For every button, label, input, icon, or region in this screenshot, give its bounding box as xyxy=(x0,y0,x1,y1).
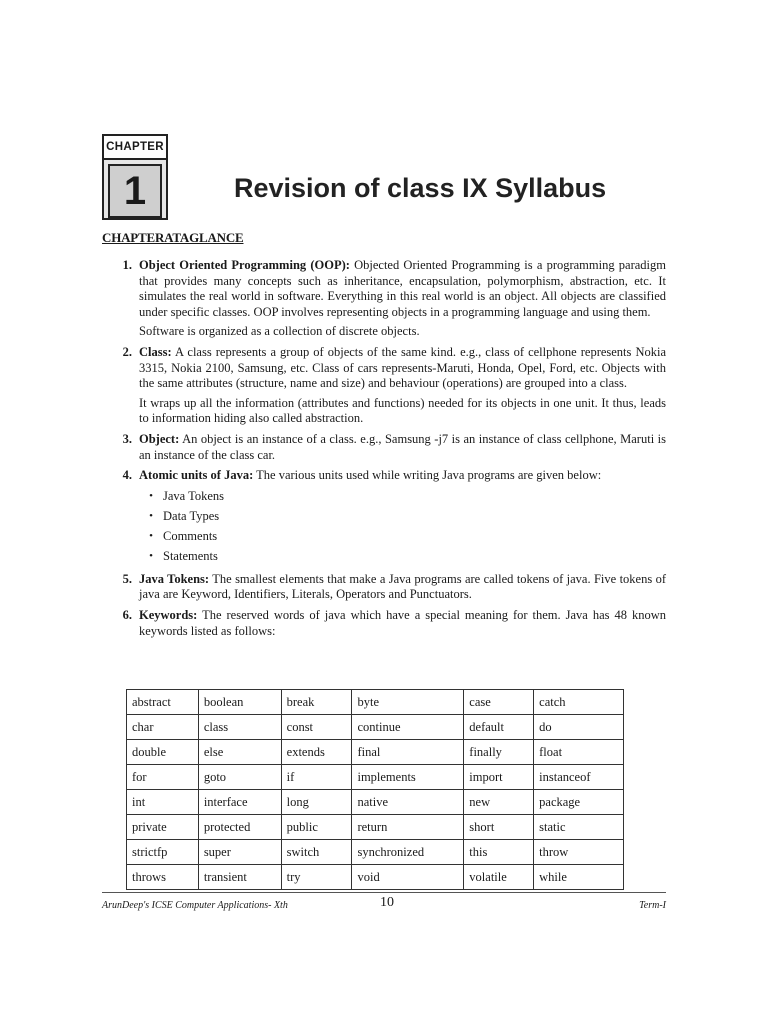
keyword-cell: for xyxy=(127,765,199,790)
table-row xyxy=(127,740,624,765)
item-extra: Software is organized as a collection of discrete objects. xyxy=(139,324,420,339)
keyword-cell: private xyxy=(127,815,199,840)
item-extra: It wraps up all the information (attributes and functions) needed for its objects in one unit. It thus, leads to information hiding also called abstraction. xyxy=(139,395,666,426)
keyword-cell: instanceof xyxy=(534,765,624,790)
table-row xyxy=(127,815,624,840)
bullet-item xyxy=(139,507,666,527)
keyword-cell: short xyxy=(464,815,534,840)
list-item xyxy=(104,258,666,340)
keyword-cell: volatile xyxy=(464,865,534,890)
keyword-cell: int xyxy=(127,790,199,815)
keyword-cell: void xyxy=(352,865,464,890)
list-item xyxy=(104,345,666,427)
bullet-list xyxy=(139,487,666,567)
bullet-text: Statements xyxy=(163,548,218,563)
item-term: Keywords: xyxy=(139,607,198,622)
bullet-text: Comments xyxy=(163,528,218,543)
item-text: Objected Oriented Programming is a programming paradigm that provides many concepts such as inheritance, encapsulation, polymorphism, abstraction, etc. It simulates the real world in software. Everything in this real world is an object. All objects are classified under specific classes. OOP involves representing objects in a programming language and using them. xyxy=(139,258,667,319)
item-body xyxy=(139,572,666,603)
keyword-cell: while xyxy=(534,865,624,890)
bullet-text: Java Tokens xyxy=(163,488,225,503)
keyword-cell: double xyxy=(127,740,199,765)
keyword-cell: import xyxy=(464,765,534,790)
item-number: 2. xyxy=(122,344,132,359)
keyword-cell: extends xyxy=(281,740,352,765)
keyword-cell: continue xyxy=(352,715,464,740)
list-item xyxy=(104,572,666,603)
keyword-cell: class xyxy=(198,715,281,740)
table-row xyxy=(127,840,624,865)
table-row xyxy=(127,715,624,740)
table-row xyxy=(127,865,624,890)
item-number: 5. xyxy=(122,571,132,586)
keyword-cell: strictfp xyxy=(127,840,199,865)
table-row xyxy=(127,790,624,815)
keyword-cell: synchronized xyxy=(352,840,464,865)
bullet-icon: • xyxy=(149,509,153,522)
item-term: Object: xyxy=(139,431,180,446)
keyword-cell: transient xyxy=(198,865,281,890)
item-text: The smallest elements that make a Java programs are called tokens of java. Five tokens of java are Keyword, Identifiers, Literals, Operators and Punctuators. xyxy=(139,571,667,602)
keyword-cell: break xyxy=(281,690,352,715)
keyword-cell: const xyxy=(281,715,352,740)
keyword-cell: return xyxy=(352,815,464,840)
item-body xyxy=(139,468,666,567)
keyword-cell: protected xyxy=(198,815,281,840)
keywords-table-body xyxy=(127,690,624,890)
keyword-cell: do xyxy=(534,715,624,740)
item-text: A class represents a group of objects of the same kind. e.g., class of cellphone represents Nokia 3315, Nokia 2100, Samsung, etc. Class of cars represents-Maruti, Honda, Opel, Ford, etc. Objects with the same attributes (structure, name and size) and behaviour (operations) are grouped into a class. xyxy=(139,344,666,391)
table-row xyxy=(127,765,624,790)
item-text: The various units used while writing Java programs are given below: xyxy=(253,468,602,483)
item-body xyxy=(139,345,666,427)
keyword-cell: abstract xyxy=(127,690,199,715)
list-item xyxy=(104,468,666,567)
keywords-table xyxy=(126,689,624,890)
bullet-text: Data Types xyxy=(163,508,220,523)
keyword-cell: finally xyxy=(464,740,534,765)
keyword-cell: char xyxy=(127,715,199,740)
keyword-cell: super xyxy=(198,840,281,865)
bullet-icon: • xyxy=(149,489,153,502)
keyword-cell: implements xyxy=(352,765,464,790)
page-footer xyxy=(102,892,666,915)
keyword-cell: public xyxy=(281,815,352,840)
keyword-cell: long xyxy=(281,790,352,815)
item-body xyxy=(139,608,666,639)
keyword-cell: throws xyxy=(127,865,199,890)
item-number: 1. xyxy=(122,258,132,272)
keyword-cell: throw xyxy=(534,840,624,865)
item-term: Object Oriented Programming (OOP): xyxy=(139,258,350,272)
item-number: 3. xyxy=(122,431,132,446)
bullet-icon: • xyxy=(149,549,153,562)
keyword-cell: else xyxy=(198,740,281,765)
item-term: Class: xyxy=(139,344,172,359)
bullet-icon: • xyxy=(149,529,153,542)
item-term: Atomic units of Java: xyxy=(139,468,254,483)
footer-term: Term-I xyxy=(639,900,666,911)
chapter-title: Revision of class IX Syllabus xyxy=(234,173,607,203)
chapter-at-a-glance-heading: CHAPTERATAGLANCE xyxy=(102,230,244,245)
content-list xyxy=(104,258,666,644)
keyword-cell: this xyxy=(464,840,534,865)
keyword-cell: boolean xyxy=(198,690,281,715)
item-body xyxy=(139,432,666,463)
chapter-label: CHAPTER xyxy=(104,136,166,160)
bullet-item xyxy=(139,487,666,507)
footer-book-title: ArunDeep's ICSE Computer Applications- Xth xyxy=(102,900,288,911)
keyword-cell: package xyxy=(534,790,624,815)
keyword-cell: interface xyxy=(198,790,281,815)
chapter-badge xyxy=(102,134,168,220)
keyword-cell: static xyxy=(534,815,624,840)
page-number: 10 xyxy=(380,895,394,910)
keyword-cell: goto xyxy=(198,765,281,790)
keyword-cell: native xyxy=(352,790,464,815)
list-item xyxy=(104,608,666,639)
item-number: 6. xyxy=(122,607,132,622)
keyword-cell: float xyxy=(534,740,624,765)
keyword-cell: default xyxy=(464,715,534,740)
item-number: 4. xyxy=(122,468,132,483)
item-term: Java Tokens: xyxy=(139,571,210,586)
item-text: An object is an instance of a class. e.g., Samsung -j7 is an instance of class cellphone, Maruti is an instance of the class car. xyxy=(139,431,666,462)
keyword-cell: case xyxy=(464,690,534,715)
keyword-cell: final xyxy=(352,740,464,765)
item-text: The reserved words of java which have a special meaning for them. Java has 48 known keywords listed as follows: xyxy=(139,607,666,638)
table-row xyxy=(127,690,624,715)
list-item xyxy=(104,432,666,463)
keyword-cell: try xyxy=(281,865,352,890)
keyword-cell: catch xyxy=(534,690,624,715)
keyword-cell: byte xyxy=(352,690,464,715)
keyword-cell: new xyxy=(464,790,534,815)
item-body xyxy=(139,258,666,340)
keyword-cell: switch xyxy=(281,840,352,865)
bullet-item xyxy=(139,527,666,547)
keyword-cell: if xyxy=(281,765,352,790)
chapter-number: 1 xyxy=(108,164,162,218)
bullet-item xyxy=(139,547,666,567)
